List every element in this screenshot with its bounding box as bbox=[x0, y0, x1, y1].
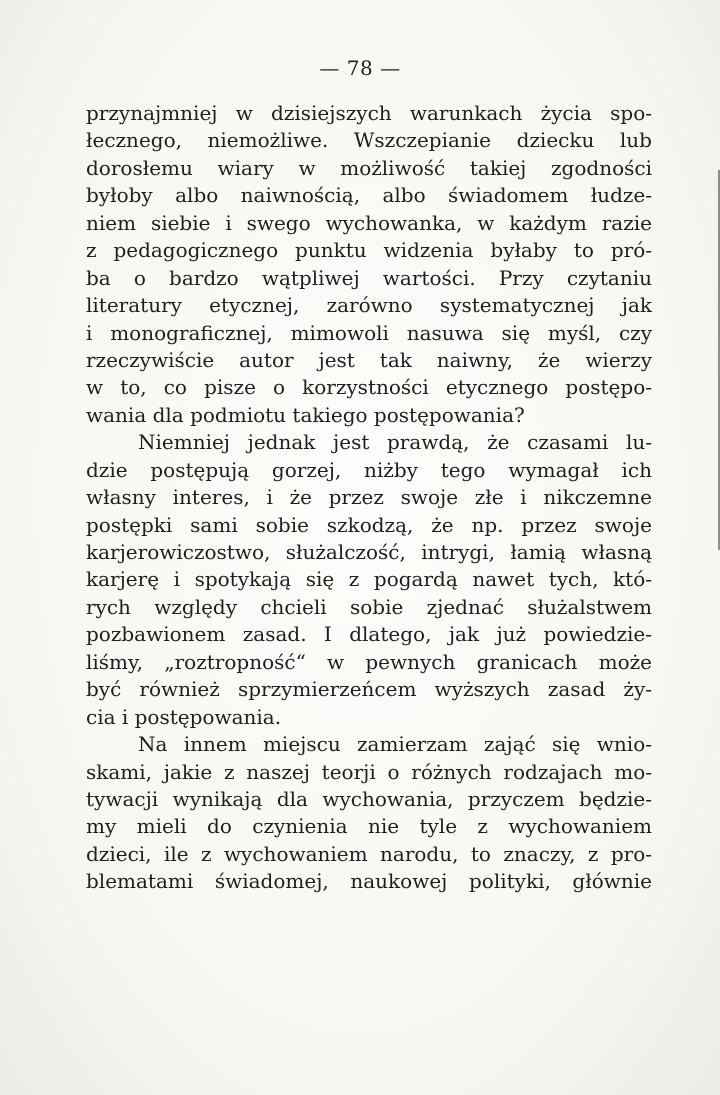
text-line: przynajmniej w dzisiejszych warunkach życia spo- bbox=[86, 101, 652, 125]
text-line: i monograficznej, mimowoli nasuwa się myśl, czy bbox=[86, 320, 652, 345]
text-line: blematami świadomej, naukowej polityki, głównie bbox=[86, 869, 652, 894]
text-line: ba o bardzo wątpliwej wartości. Przy czytaniu bbox=[86, 265, 652, 290]
text-line: postępki sami sobie szkodzą, że np. przez swoje bbox=[86, 512, 652, 537]
text-line: własny interes, i że przez swoje złe i nikczemne bbox=[86, 485, 652, 510]
text-line: cia i postępowania. bbox=[86, 704, 282, 729]
text-line: dorosłemu wiary w możliwość takiej zgodności bbox=[86, 155, 652, 180]
text-line: w to, co pisze o korzystności etycznego postępo- bbox=[86, 375, 652, 400]
page-number: — 78 — bbox=[319, 56, 401, 80]
text-line: my mieli do czynienia nie tyle z wychowaniem bbox=[86, 814, 652, 839]
text-line: dzie postępują gorzej, niżby tego wymagał ich bbox=[86, 457, 652, 482]
body-text bbox=[86, 100, 652, 896]
text-line: Na innem miejscu zamierzam zająć się wnio- bbox=[138, 732, 652, 757]
text-line: z pedagogicznego punktu widzenia byłaby to pró- bbox=[86, 238, 652, 263]
text-line: liśmy, „roztropność“ w pewnych granicach może bbox=[86, 649, 652, 674]
text-line: wania dla podmiotu takiego postępowania? bbox=[86, 402, 525, 427]
text-line: Niemniej jednak jest prawdą, że czasami lu- bbox=[138, 430, 652, 455]
paragraph-3 bbox=[86, 731, 652, 896]
text-line: być również sprzymierzeńcem wyższych zasad ży- bbox=[86, 677, 652, 702]
text-line: tywacji wynikają dla wychowania, przyczem będzie- bbox=[86, 786, 652, 811]
text-line: byłoby albo naiwnością, albo świadomem łudze- bbox=[86, 183, 652, 208]
text-line: karjerowiczostwo, służalczość, intrygi, łamią własną bbox=[86, 540, 652, 564]
paragraph-1 bbox=[86, 100, 652, 429]
paragraph-2 bbox=[86, 429, 652, 731]
text-line: rych względy chcieli sobie zjednać służalstwem bbox=[86, 594, 652, 619]
text-line: karjerę i spotykają się z pogardą nawet tych, któ- bbox=[86, 567, 652, 592]
text-line: łecznego, niemożliwe. Wszczepianie dziecku lub bbox=[86, 128, 652, 153]
text-line: skami, jakie z naszej teorji o różnych rodzajach mo- bbox=[86, 759, 652, 784]
text-line: niem siebie i swego wychowanka, w każdym razie bbox=[86, 210, 652, 235]
text-line: pozbawionem zasad. I dlatego, jak już powiedzie- bbox=[86, 622, 652, 647]
text-line: rzeczywiście autor jest tak naiwny, że wierzy bbox=[86, 347, 652, 372]
text-line: literatury etycznej, zarówno systematycznej jak bbox=[86, 293, 652, 318]
text-line: dzieci, ile z wychowaniem narodu, to znaczy, z pro- bbox=[86, 841, 652, 866]
